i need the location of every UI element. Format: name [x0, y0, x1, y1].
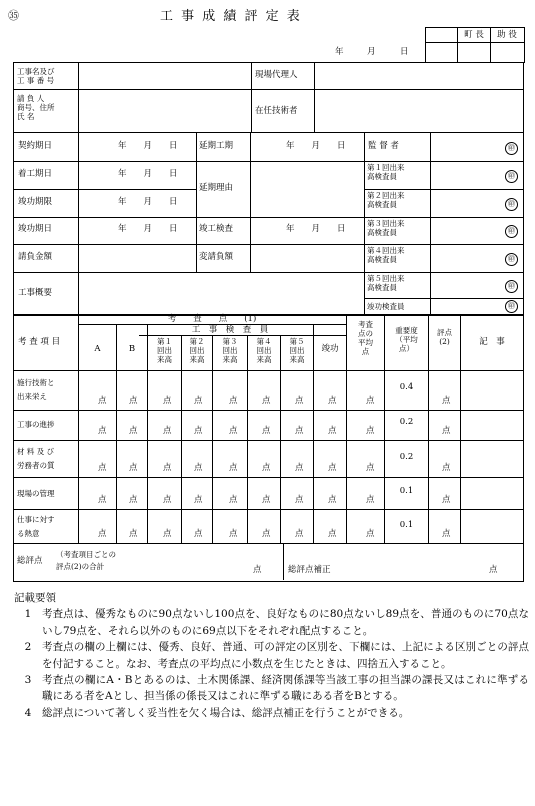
contractor-label: 請 負 人 商号、住所 氏 名 [17, 94, 55, 121]
seal-mark: ㊞ [505, 142, 518, 155]
table-row-line [13, 543, 523, 544]
table-col-line [313, 324, 314, 544]
row-weight-progress: 0.2 [399, 417, 414, 427]
avg-header: 考査 点の 平均 点 [358, 320, 373, 356]
table-col-line [247, 335, 248, 544]
info-row-line [13, 217, 364, 218]
note-number: 3 [24, 674, 32, 687]
score-point-unit: 点 [194, 495, 203, 505]
note-number: 1 [24, 608, 32, 621]
row-label-progress: 工事の進捗 [17, 420, 55, 429]
completion-due-label: 竣功期限 [18, 197, 53, 207]
score-point-unit: 点 [295, 463, 304, 473]
inspector-header-line [139, 335, 346, 336]
approver-mayor: 町 長 [464, 30, 484, 40]
score-point-unit: 点 [366, 529, 375, 539]
info-row-line [13, 89, 523, 90]
score-point-unit: 点 [262, 396, 271, 406]
score-point-unit: 点 [442, 396, 451, 406]
inspector-5-label: 第５回出来 高検査員 [367, 274, 405, 292]
table-col-line [280, 335, 281, 544]
notes-section [14, 590, 529, 721]
note-item [14, 672, 529, 705]
score-point-unit: 点 [129, 396, 138, 406]
row-label-site-management: 現場の管理 [17, 489, 55, 498]
score-point-unit: 点 [98, 529, 107, 539]
score-point-unit: 点 [163, 495, 172, 505]
score-point-unit: 点 [328, 396, 337, 406]
col-fourth-progress: 第４ 回出 来高 [256, 337, 272, 364]
col-first-progress: 第１ 回出 来高 [157, 337, 172, 364]
score-point-unit: 点 [442, 426, 451, 436]
start-date-ymd: 年 月 日 [118, 169, 178, 179]
score-point-unit: 点 [229, 529, 238, 539]
score-point-unit: 点 [366, 463, 375, 473]
contract-date-label: 契約期日 [18, 141, 53, 151]
score-point-unit: 点 [98, 495, 107, 505]
score-point-unit: 点 [328, 463, 337, 473]
note-text: 考査点の欄にA・Bとあるのは、土木関係課、経済関係課等当該工事の担当課の課長又はこれに準ずる職にある者をAとし、担当係の係長又はこれに準ずる職にある者をBとする。 [42, 674, 529, 703]
table-header-bottom [13, 370, 523, 371]
note-item [14, 639, 529, 672]
table-row-line [13, 477, 523, 478]
inspector-row-line [364, 161, 523, 162]
total-divider [283, 543, 284, 580]
completion-due-ymd: 年 月 日 [118, 197, 178, 207]
score-point-unit: 点 [229, 426, 238, 436]
note-text: 考査点の欄の上欄には、優秀、良好、普通、可の評定の区別を、下欄には、上記による区別ごとの評点を付記すること。なお、考査点の平均点に小数点を生じたときは、四捨五入すること。 [42, 641, 529, 670]
info-label-col [78, 62, 79, 314]
score-point-unit: 点 [262, 463, 271, 473]
score-point-unit: 点 [129, 495, 138, 505]
row-label-enthusiasm: 仕事に対す る熱意 [17, 515, 55, 538]
score-point-unit: 点 [366, 396, 375, 406]
header-date-year: 年 [335, 47, 344, 57]
info-row-line [13, 189, 196, 190]
weight-header: 重要度 （平均 点） [395, 326, 418, 353]
info-col-line [251, 62, 252, 133]
row-weight-enthusiasm: 0.1 [399, 520, 414, 530]
score-point-unit: 点 [129, 463, 138, 473]
inspector-row-line [364, 217, 523, 218]
work-name-label: 工事名及び 工 事 番 号 [17, 67, 55, 85]
col-b: B [128, 344, 136, 354]
row-label-materials: 材 料 及 び 労務者の質 [17, 447, 55, 470]
page-title: 工 事 成 績 評 定 表 [160, 9, 302, 24]
row-weight-materials: 0.2 [399, 452, 414, 462]
score-point-unit: 点 [262, 529, 271, 539]
site-agent-label: 現場代理人 [255, 70, 298, 80]
score-header: 考 査 点 (1) [167, 314, 257, 324]
seal-mark: ㊞ [505, 280, 518, 293]
inspector-4-label: 第４回出来 高検査員 [367, 246, 405, 264]
score-point-unit: 点 [163, 463, 172, 473]
table-row-line [13, 509, 523, 510]
score-point-unit: 点 [129, 529, 138, 539]
info-col-line [364, 132, 365, 314]
table-row-line [13, 440, 523, 441]
inspection-ymd: 年 月 日 [286, 224, 346, 234]
score-point-unit: 点 [366, 495, 375, 505]
score-point-unit: 点 [194, 529, 203, 539]
seal-mark: ㊞ [505, 198, 518, 211]
table-col-line [428, 314, 429, 544]
score-point-unit: 点 [129, 426, 138, 436]
completion-inspection-label: 竣工検査 [199, 224, 234, 234]
note-text: 総評点について著しく妥当性を欠く場合は、総評点補正を行うことができる。 [42, 706, 410, 719]
score-point-unit: 点 [163, 529, 172, 539]
score-point-unit: 点 [98, 426, 107, 436]
remarks-header: 記 事 [479, 337, 505, 347]
score-point-unit: 点 [98, 396, 107, 406]
start-date-label: 着工期日 [18, 169, 53, 179]
score-point-unit: 点 [229, 495, 238, 505]
score-point-unit: 点 [262, 495, 271, 505]
note-item [14, 606, 529, 639]
seal-mark: ㊞ [505, 170, 518, 183]
evalpt-header: 評点 (2) [437, 328, 452, 346]
info-row-line [13, 272, 364, 273]
delay-period-label: 延期工期 [199, 141, 234, 151]
seal-mark: ㊞ [505, 300, 518, 313]
total-label: 総評点 [17, 556, 43, 566]
table-col-line [181, 335, 182, 544]
table-col-line [116, 324, 117, 544]
delay-period-ymd: 年 月 日 [286, 141, 346, 151]
col-second-progress: 第２ 回出 来高 [189, 337, 205, 364]
supervisor-label: 監 督 者 [368, 141, 399, 151]
score-point-unit: 点 [98, 463, 107, 473]
col-completion: 竣功 [321, 344, 339, 354]
completion-date-label: 竣功期日 [18, 224, 53, 234]
item-header: 考 査 項 目 [18, 337, 61, 347]
completion-date-ymd: 年 月 日 [118, 224, 178, 234]
contract-date-ymd: 年 月 日 [118, 141, 178, 151]
adjust-point-unit: 点 [489, 565, 498, 575]
col-third-progress: 第３ 回出 来高 [222, 337, 238, 364]
delay-reason-label: 延期理由 [199, 183, 234, 193]
score-point-unit: 点 [194, 463, 203, 473]
table-col-line [212, 335, 213, 544]
info-col-line [314, 62, 315, 133]
inspector-row-line [364, 272, 523, 273]
score-point-unit: 点 [328, 426, 337, 436]
col-a: A [94, 344, 101, 354]
score-point-unit: 点 [295, 529, 304, 539]
score-point-unit: 点 [442, 529, 451, 539]
contract-amount-label: 請負金額 [18, 252, 53, 262]
info-col-line [430, 132, 431, 314]
table-col-line [460, 314, 461, 544]
score-point-unit: 点 [262, 426, 271, 436]
engineer-label: 在任技術者 [255, 106, 298, 116]
completion-inspector-label: 竣功検査員 [367, 302, 405, 311]
seal-mark: ㊞ [505, 225, 518, 238]
inspector-header: 工 事 検 査 員 [191, 325, 269, 335]
score-point-unit: 点 [442, 495, 451, 505]
notes-title: 記載要領 [14, 592, 56, 604]
header-date-day: 日 [400, 47, 409, 57]
score-point-unit: 点 [328, 495, 337, 505]
score-point-unit: 点 [442, 463, 451, 473]
inspector-3-label: 第３回出来 高検査員 [367, 219, 405, 237]
approver-deputy: 助 役 [497, 30, 517, 40]
score-point-unit: 点 [163, 396, 172, 406]
score-point-unit: 点 [229, 463, 238, 473]
seal-mark: ㊞ [505, 253, 518, 266]
score-point-unit: 点 [163, 426, 172, 436]
score-point-unit: 点 [295, 426, 304, 436]
note-number: 2 [24, 641, 32, 654]
note-item [14, 705, 529, 721]
info-row-line [13, 161, 364, 162]
inspector-row-line [364, 298, 523, 299]
work-summary-label: 工事概要 [18, 288, 53, 298]
row-weight-technique: 0.4 [399, 382, 414, 392]
inspector-row-line [364, 189, 523, 190]
score-point-unit: 点 [194, 426, 203, 436]
info-col-line [250, 132, 251, 273]
score-point-unit: 点 [295, 495, 304, 505]
change-amount-label: 変請負額 [199, 252, 234, 262]
row-label-technique: 施行技術と 出来栄え [17, 378, 55, 401]
col-fifth-progress: 第５ 回出 来高 [289, 337, 305, 364]
info-row-line [13, 244, 364, 245]
row-weight-site-management: 0.1 [399, 486, 414, 496]
total-note: （考査項目ごとの 評点(2)の合計 [56, 550, 116, 571]
approval-divider [425, 42, 524, 43]
info-row-line [13, 132, 523, 133]
inspector-1-label: 第１回出来 高検査員 [367, 163, 405, 181]
total-point-unit: 点 [253, 565, 262, 575]
note-number: 4 [24, 706, 32, 719]
inspector-2-label: 第２回出来 高検査員 [367, 191, 405, 209]
score-point-unit: 点 [229, 396, 238, 406]
info-col-line [196, 132, 197, 273]
score-point-unit: 点 [194, 396, 203, 406]
score-point-unit: 点 [366, 426, 375, 436]
score-point-unit: 点 [295, 396, 304, 406]
score-point-unit: 点 [328, 529, 337, 539]
note-text: 考査点は、優秀なものに90点ないし100点を、良好なものに80点ないし89点を、普通のものに70点ないし79点を、それら以外のものに69点以下をそれぞれ配点すること。 [42, 608, 529, 637]
table-row-line [13, 410, 523, 411]
inspector-row-line [364, 244, 523, 245]
header-date-month: 月 [367, 47, 376, 57]
adjust-label: 総評点補正 [288, 565, 331, 575]
form-number-mark: ㉟ [8, 9, 19, 22]
